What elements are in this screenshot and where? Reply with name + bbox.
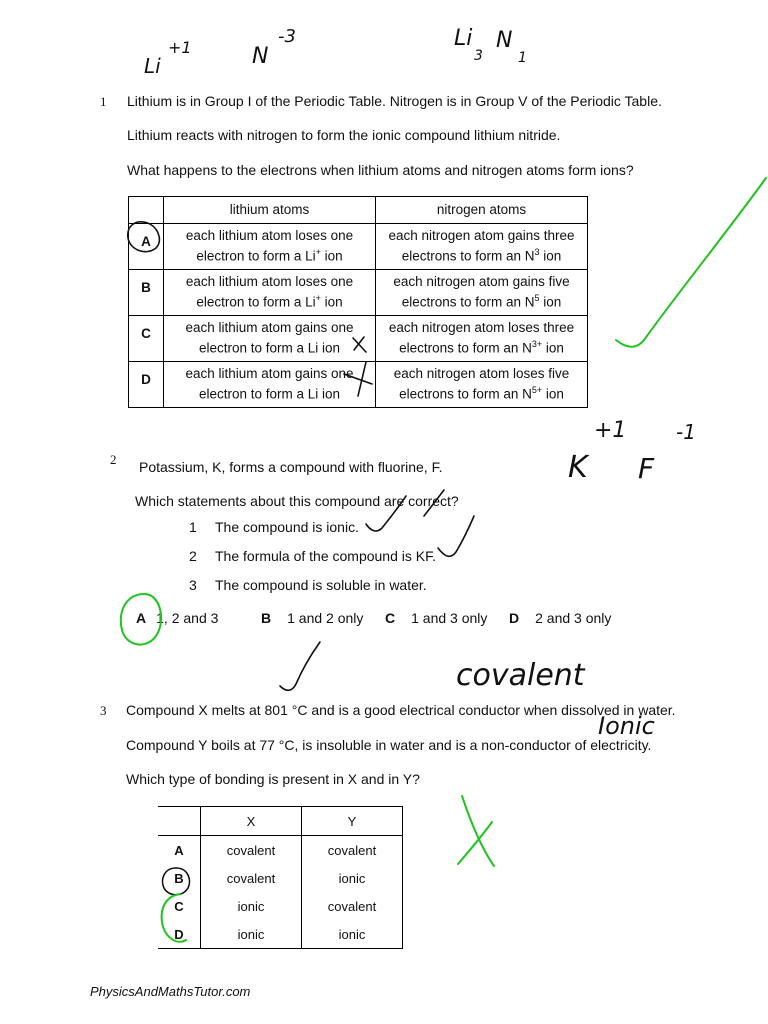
circle-mark-icon	[128, 222, 160, 252]
hand-n-charge: -3	[278, 26, 296, 47]
green-tick-icon	[616, 178, 766, 347]
q2-statement-text: The compound is soluble in water.	[215, 577, 427, 593]
q1-row-letter: A	[129, 224, 164, 270]
hand-k-charge: +1	[594, 418, 627, 443]
q1-line1: Lithium is in Group I of the Periodic Table. Nitrogen is in Group V of the Periodic Table.	[127, 93, 662, 109]
q1-line3: What happens to the electrons when lithium atoms and nitrogen atoms form ions?	[127, 162, 634, 178]
tick-mark-icon	[280, 642, 320, 690]
q2-statement-number: 2	[189, 548, 197, 564]
hand-li: Li	[144, 54, 161, 78]
q3-row: A covalent covalent	[158, 836, 403, 865]
q2-statement-text: The compound is ionic.	[215, 519, 359, 535]
green-circle-icon	[162, 894, 186, 942]
q3-row: C ionic covalent	[158, 892, 403, 920]
q3-row: D ionic ionic	[158, 920, 403, 949]
q1-row-letter: B	[129, 270, 164, 316]
hand-formula-li: Li	[454, 26, 473, 51]
circle-mark-icon	[163, 868, 190, 895]
q3-row: B covalent ionic	[158, 864, 403, 892]
q1-header-nitrogen: nitrogen atoms	[376, 197, 588, 224]
cross-mark-icon	[344, 362, 372, 396]
q2-line1: Potassium, K, forms a compound with fluorine, F.	[139, 459, 443, 475]
q3-header-y: Y	[302, 807, 403, 836]
q3-row-letter: C	[158, 892, 201, 920]
q2-statement-text: The formula of the compound is KF.	[215, 548, 436, 564]
hand-covalent: covalent	[456, 658, 585, 693]
q2-line2: Which statements about this compound are correct?	[135, 493, 459, 509]
hand-formula-n-sub: 1	[518, 50, 527, 66]
hand-f-charge: -1	[676, 420, 696, 444]
hand-n: N	[252, 44, 269, 69]
q1-row: D each lithium atom gains one electron to form a Li ion each nitrogen atom loses five electrons to form an $N^{5+}$ ion	[129, 362, 588, 408]
green-cross-icon	[458, 796, 494, 866]
q1-header-lithium: lithium atoms	[164, 197, 376, 224]
hand-ionic: Ionic	[598, 712, 655, 740]
cross-mark-icon	[353, 337, 366, 352]
q1-row-letter: C	[129, 316, 164, 362]
q2-number: 2	[110, 452, 117, 467]
hand-f: F	[638, 452, 655, 485]
slash-mark-icon	[424, 490, 444, 516]
green-circle-icon	[121, 594, 161, 645]
q3-row-letter: B	[158, 864, 201, 892]
q2-option-a[interactable]: A 1, 2 and 3	[136, 610, 219, 626]
q1-row: A each lithium atom loses one electron to form a Li+ ion each nitrogen atom gains three electrons to form an $N^3$ ion	[129, 224, 588, 270]
q2-statement-number: 3	[189, 577, 197, 593]
q3-line1: Compound X melts at 801 °C and is a good electrical conductor when dissolved in water.	[126, 702, 676, 718]
q1-row: C each lithium atom gains one electron to form a Li ion each nitrogen atom loses three electrons to form an $N^{3+}$ ion	[129, 316, 588, 362]
q2-option-d[interactable]: D 2 and 3 only	[509, 610, 612, 626]
q3-header-x: X	[201, 807, 302, 836]
q1-number: 1	[100, 94, 107, 109]
footer-site: PhysicsAndMathsTutor.com	[90, 984, 251, 999]
hand-formula-n: N	[496, 28, 513, 53]
hand-formula-li-sub: 3	[474, 48, 483, 64]
hand-k: K	[568, 450, 588, 485]
q1-line2: Lithium reacts with nitrogen to form the ionic compound lithium nitride.	[127, 127, 561, 143]
q3-line2: Compound Y boils at 77 °C, is insoluble in water and is a non-conductor of electricity.	[126, 737, 652, 753]
q3-line3: Which type of bonding is present in X and in Y?	[126, 771, 420, 787]
q2-option-c[interactable]: C 1 and 3 only	[385, 610, 488, 626]
tick-mark-icon	[366, 496, 406, 531]
q3-row-letter: A	[158, 836, 201, 865]
q3-number: 3	[100, 703, 107, 718]
q1-row: B each lithium atom loses one electron to form a Li+ ion each nitrogen atom gains five electrons to form an $N^5$ ion	[129, 270, 588, 316]
q3-row-letter: D	[158, 920, 201, 949]
q1-row-letter: D	[129, 362, 164, 408]
hand-li-charge: +1	[168, 38, 192, 57]
tick-mark-icon	[438, 516, 474, 556]
q2-statement-number: 1	[189, 519, 197, 535]
q2-option-b[interactable]: B 1 and 2 only	[261, 610, 364, 626]
